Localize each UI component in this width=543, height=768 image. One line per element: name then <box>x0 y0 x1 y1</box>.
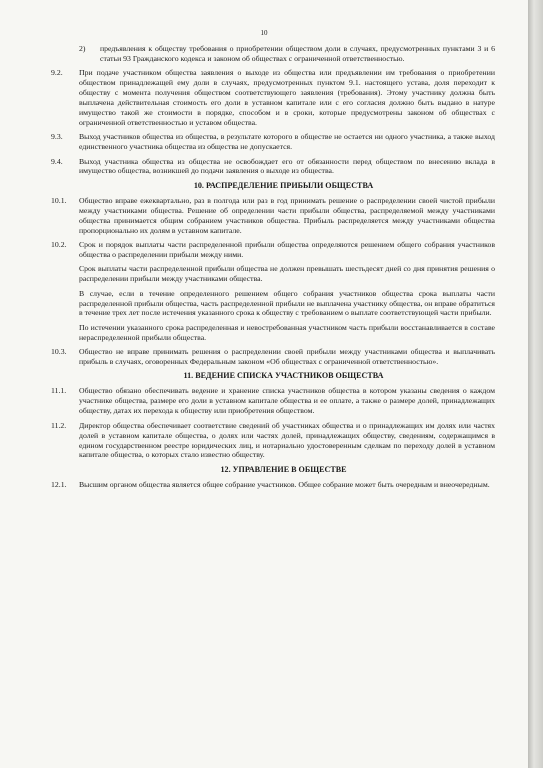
clause-9-4 <box>52 157 495 177</box>
clause-text: Выход участников общества из общества, в результате которого в обществе не остается ни одного участника, а также выход единственного участника общества из общества не допускается. <box>79 132 495 152</box>
clause-9-3 <box>52 132 495 152</box>
clause-text: Выход участника общества из общества не освобождает его от обязанности перед обществом по внесению вклада в имущество общества, возникшей до подачи заявления о выходе из общества. <box>79 156 495 176</box>
clause-text: При подаче участником общества заявления о выходе из общества или предъявлении им требования о приобретении обществом принадлежащей ему доли в случаях, предусмотренных пунктом 9.1. настоящего устава, доля переходит к обществу с момента получения обществом соответствующего заявления (требования). Этому участнику должна быть выплачена действительная стоимость его доли в уставном капитале или с его согласия должно быть выдано в натуре имущество такой же стоимости в порядке, способом и в сроки, которые предусмотрены законом об обществах с ограниченной ответственностью и уставом общества. <box>79 68 495 127</box>
clause-number: 10.1. <box>51 195 67 205</box>
page-number: 10 <box>260 29 268 37</box>
item-text: предъявления к обществу требования о приобретении обществом доли в случаях, предусмотренных пунктами 3 и 6 статьи 93 Гражданского кодекса и законом об обществах с ограниченной ответственностью. <box>100 44 495 63</box>
clause-10-3 <box>52 347 495 367</box>
clause-12-1 <box>52 480 495 490</box>
clause-text: Срок и порядок выплаты части распределенной прибыли общества определяются решением общего собрания участников общества о распределении прибыли между ними. <box>79 240 495 259</box>
section-11-heading: 11. ВЕДЕНИЕ СПИСКА УЧАСТНИКОВ ОБЩЕСТВА <box>183 371 384 381</box>
item-number: 2) <box>79 44 86 53</box>
clause-text: Директор общества обеспечивает соответствие сведений об участниках общества и о принадлежащих им долях или частях долей в уставном капитале общества, о долях или частях долей, принадлежащих обществу, сведениям, содержащимся в едином государственном реестре юридических лиц, и нотариально удостоверенным сделкам по переходу долей в уставном капитале общества, о которых стало известно обществу. <box>79 420 495 460</box>
clause-number: 10.3. <box>51 347 67 357</box>
clause-11-2 <box>52 421 495 461</box>
list-item <box>52 44 495 64</box>
clause-text: Общество не вправе принимать решения о распределении своей прибыли между участниками общества и выплачивать прибыль в случаях, оговоренных Федеральным законом «Об обществах с ограниченной ответственностью». <box>79 347 495 367</box>
clause-10-2 <box>52 240 495 260</box>
clause-11-1 <box>52 386 495 416</box>
document-body <box>52 44 495 494</box>
clause-text: Общество вправе ежеквартально, раз в полгода или раз в год принимать решение о распределении своей чистой прибыли между участниками общества. Решение об определении части прибыли общества, распределяемой между участниками общества принимается общим собранием участников общества. Прибыль распределяется между участниками общества пропорционально их долям в уставном капитале. <box>79 195 495 235</box>
clause-10-2-paragraph-3: По истечении указанного срока распределенная и невостребованная участником часть прибыли восстанавливается в составе нераспределенной прибыли общества. <box>79 322 495 342</box>
clause-10-1 <box>52 196 495 236</box>
clause-number: 9.4. <box>51 156 63 166</box>
clause-number: 11.1. <box>51 386 67 396</box>
section-12-heading: 12. УПРАВЛЕНИЕ В ОБЩЕСТВЕ <box>220 464 347 474</box>
clause-text: Общество обязано обеспечивать ведение и хранение списка участников общества в котором указаны сведения о каждом участнике общества, размере его доли в уставном капитале общества и ее оплате, а также о размере долей, принадлежащих обществу, датах их перехода к обществу или приобретения обществом. <box>79 386 495 416</box>
clause-10-2-paragraph-2: В случае, если в течение определенного решением общего собрания участников общества срока выплаты части распределенной прибыли общества, часть распределенной прибыли не выплачена участнику общества, он вправе обратиться в течение трех лет после истечения указанного срока к обществу с требованием о выплате соответствующей части прибыли. <box>79 288 495 318</box>
clause-text: Высшим органом общества является общее собрание участников. Общее собрание может быть очередным и внеочередным. <box>79 479 490 489</box>
clause-number: 11.2. <box>51 420 67 430</box>
clause-9-2 <box>52 68 495 127</box>
clause-number: 9.2. <box>51 68 63 78</box>
clause-number: 12.1. <box>51 479 67 489</box>
scan-edge <box>528 0 543 768</box>
clause-number: 10.2. <box>51 240 67 249</box>
clause-10-2-paragraph-1: Срок выплаты части распределенной прибыли общества не должен превышать шестьдесят дней со дня принятия решения о распределении прибыли между участниками общества. <box>79 264 495 284</box>
section-10-heading: 10. РАСПРЕДЕЛЕНИЕ ПРИБЫЛИ ОБЩЕСТВА <box>193 180 374 190</box>
clause-number: 9.3. <box>51 132 63 142</box>
